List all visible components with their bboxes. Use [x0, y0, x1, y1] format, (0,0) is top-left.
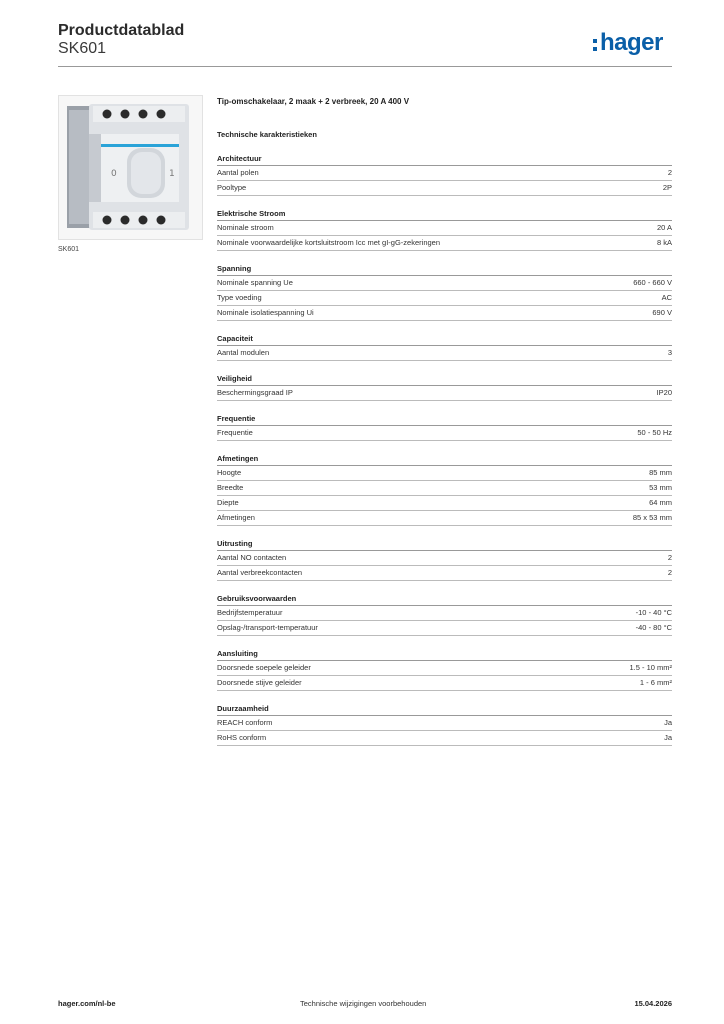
header-divider	[58, 66, 672, 67]
spec-row	[217, 236, 672, 251]
svg-text:0: 0	[111, 169, 117, 179]
switch-module-illustration	[59, 96, 202, 239]
spec-label: Beschermingsgraad IP	[217, 388, 293, 397]
spec-row	[217, 661, 672, 676]
spec-row	[217, 716, 672, 731]
spec-label: Pooltype	[217, 183, 247, 192]
spec-value: IP20	[656, 388, 672, 397]
spec-row	[217, 291, 672, 306]
spec-label: Opslag-/transport-temperatuur	[217, 623, 318, 632]
spec-label: Aantal verbreekcontacten	[217, 568, 303, 577]
section-title: Frequentie	[217, 413, 672, 426]
spec-section	[217, 373, 672, 401]
spec-row	[217, 181, 672, 196]
spec-row	[217, 496, 672, 511]
spec-label: Aantal polen	[217, 168, 259, 177]
spec-value: 2	[667, 568, 672, 577]
spec-row	[217, 481, 672, 496]
section-title: Veiligheid	[217, 373, 672, 386]
page-title: Productdatablad	[58, 22, 185, 39]
spec-value: 64 mm	[649, 498, 672, 507]
spec-value: 690 V	[652, 308, 672, 317]
spec-section	[217, 333, 672, 361]
spec-row	[217, 426, 672, 441]
logo-wordmark: hager	[600, 29, 663, 56]
spec-value: 8 kA	[656, 238, 672, 247]
logo-dots-icon	[593, 39, 597, 51]
spec-label: Frequentie	[217, 428, 253, 437]
image-caption: SK601	[58, 246, 80, 253]
spec-label: Type voeding	[217, 293, 262, 302]
footer-date: 15.04.2026	[634, 999, 672, 1008]
spec-section	[217, 453, 672, 526]
spec-value: 85 x 53 mm	[632, 513, 672, 522]
spec-row	[217, 511, 672, 526]
spec-value: 1 - 6 mm²	[639, 678, 672, 687]
spec-row	[217, 621, 672, 636]
section-title: Capaciteit	[217, 333, 672, 346]
spec-row	[217, 276, 672, 291]
spec-label: Doorsnede stijve geleider	[217, 678, 302, 687]
spec-section	[217, 208, 672, 251]
spec-value: 1.5 - 10 mm²	[629, 663, 672, 672]
spec-row	[217, 606, 672, 621]
spec-value: 53 mm	[649, 483, 672, 492]
spec-row	[217, 346, 672, 361]
spec-label: Afmetingen	[217, 513, 255, 522]
footer-notice: Technische wijzigingen voorbehouden	[300, 999, 427, 1008]
spec-content	[217, 95, 672, 746]
spec-value: 50 - 50 Hz	[637, 428, 672, 437]
spec-label: Aantal NO contacten	[217, 553, 287, 562]
section-title: Elektrische Stroom	[217, 208, 672, 221]
spec-row	[217, 566, 672, 581]
spec-value: -40 - 80 °C	[635, 623, 672, 632]
spec-label: Nominale spanning Ue	[217, 278, 293, 287]
spec-label: Nominale voorwaardelijke kortsluitstroom Icc met gI-gG-zekeringen	[217, 238, 441, 247]
spec-value: AC	[661, 293, 672, 302]
spec-value: 3	[667, 348, 672, 357]
hager-logo	[593, 28, 663, 58]
spec-label: Nominale stroom	[217, 223, 274, 232]
spec-value: 2	[667, 168, 672, 177]
spec-label: Breedte	[217, 483, 244, 492]
spec-label: Hoogte	[217, 468, 242, 477]
spec-value: Ja	[664, 733, 672, 742]
spec-value: 2	[667, 553, 672, 562]
spec-label: Doorsnede soepele geleider	[217, 663, 311, 672]
spec-label: Nominale isolatiespanning Ui	[217, 308, 314, 317]
tech-heading: Technische karakteristieken	[217, 130, 317, 139]
spec-section	[217, 593, 672, 636]
spec-row	[217, 386, 672, 401]
spec-sections	[217, 153, 672, 746]
spec-value: Ja	[664, 718, 672, 727]
spec-value: -10 - 40 °C	[635, 608, 672, 617]
spec-label: REACH conform	[217, 718, 273, 727]
spec-row	[217, 221, 672, 236]
spec-section	[217, 153, 672, 196]
spec-section	[217, 648, 672, 691]
section-title: Spanning	[217, 263, 672, 276]
footer-website: hager.com/nl-be	[58, 999, 116, 1008]
spec-label: RoHS conform	[217, 733, 267, 742]
section-title: Aansluiting	[217, 648, 672, 661]
product-description: Tip-omschakelaar, 2 maak + 2 verbreek, 20 A 400 V	[217, 97, 410, 106]
spec-section	[217, 413, 672, 441]
section-title: Gebruiksvoorwaarden	[217, 593, 672, 606]
spec-value: 20 A	[656, 223, 672, 232]
spec-row	[217, 731, 672, 746]
spec-section	[217, 538, 672, 581]
section-title: Architectuur	[217, 153, 672, 166]
spec-row	[217, 166, 672, 181]
product-image	[58, 95, 203, 240]
svg-text:1: 1	[169, 169, 175, 179]
spec-section	[217, 263, 672, 321]
spec-value: 85 mm	[649, 468, 672, 477]
spec-label: Aantal modulen	[217, 348, 270, 357]
spec-section	[217, 703, 672, 746]
spec-label: Diepte	[217, 498, 239, 507]
spec-label: Bedrijfstemperatuur	[217, 608, 283, 617]
section-title: Duurzaamheid	[217, 703, 672, 716]
spec-row	[217, 676, 672, 691]
spec-row	[217, 551, 672, 566]
spec-value: 2P	[662, 183, 672, 192]
product-code: SK601	[58, 40, 107, 57]
section-title: Uitrusting	[217, 538, 672, 551]
section-title: Afmetingen	[217, 453, 672, 466]
spec-row	[217, 306, 672, 321]
spec-row	[217, 466, 672, 481]
spec-value: 660 - 660 V	[633, 278, 672, 287]
